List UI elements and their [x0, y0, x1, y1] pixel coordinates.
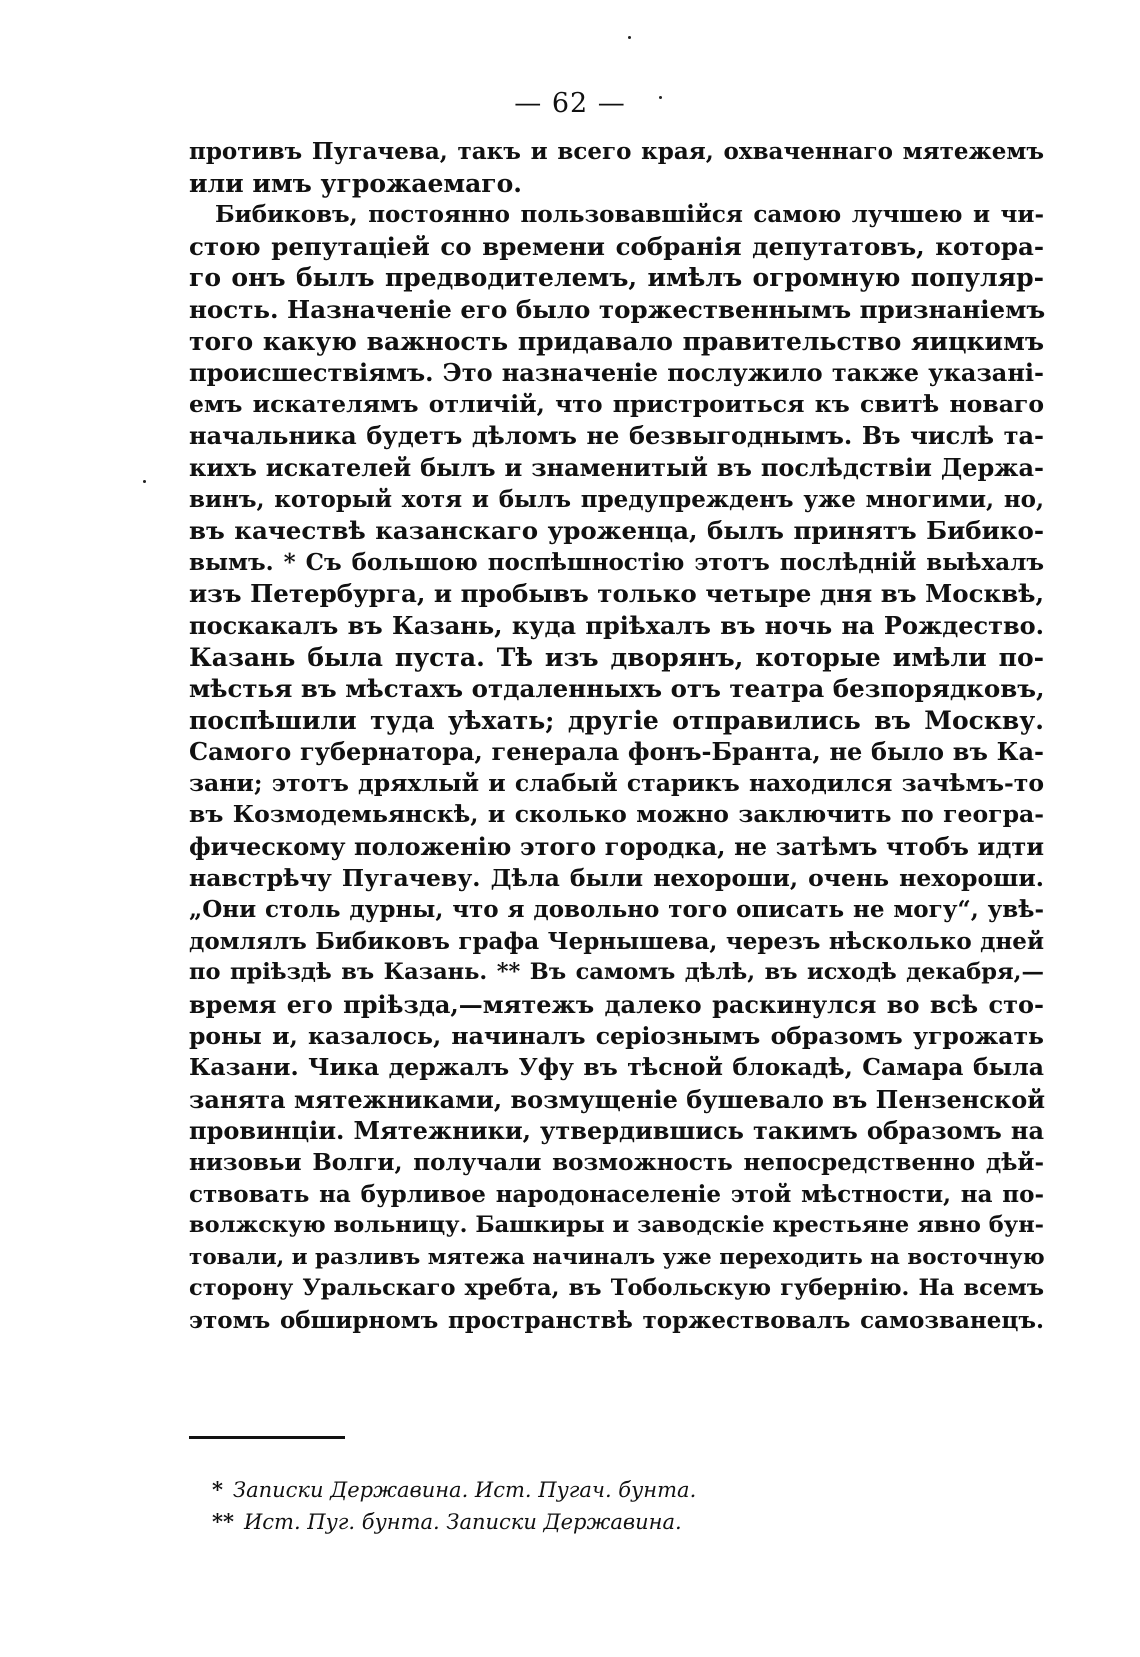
text-line: домлялъ Бибиковъ графа Чернышева, черезъ нѣсколько дней: [189, 927, 1044, 955]
text-line: кихъ искателей былъ и знаменитый въ послѣдствіи Держа-: [189, 452, 1044, 482]
text-line: поскакалъ въ Казань, куда пріѣхалъ въ ночь на Рождество.: [189, 610, 1044, 640]
footnotes: [212, 1474, 696, 1538]
body-text: [189, 136, 1044, 1337]
text-line: этомъ обширномъ пространствѣ торжествовалъ самозванецъ.: [189, 1306, 1044, 1334]
paragraph-start-line: Бибиковъ, постоянно пользовавшійся самою лучшею и чи-: [215, 201, 1044, 229]
text-line: низовьи Волги, получали возможность непосредственно дѣй-: [189, 1149, 1044, 1176]
text-line: зани; этотъ дряхлый и слабый старикъ находился зачѣмъ-то: [189, 768, 1044, 797]
text-line: винъ, который хотя и былъ предупрежденъ уже многими, но,: [189, 485, 1044, 513]
text-line: въ Козмодемьянскѣ, и сколько можно заключить по геогра-: [189, 800, 1044, 829]
text-line: въ качествѣ казанскаго уроженца, былъ принятъ Бибико-: [189, 516, 1044, 546]
text-line: ность. Назначеніе его было торжественнымъ признаніемъ: [189, 294, 1046, 324]
footnote-marker: *: [212, 1477, 223, 1502]
text-line: Казань была пуста. Тѣ изъ дворянъ, которые имѣли по-: [189, 642, 1044, 672]
footnote-1: [212, 1474, 696, 1506]
print-speck: [659, 96, 662, 99]
footnote-text: Записки Державина. Ист. Пугач. бунта.: [232, 1478, 697, 1502]
text-line: по пріѣздѣ въ Казань. ** Въ самомъ дѣлѣ, въ исходѣ декабря,—: [189, 959, 1044, 986]
text-line: фическому положенію этого городка, не затѣмъ чтобъ идти: [189, 832, 1044, 862]
print-speck: [143, 480, 146, 483]
footnote-2: [212, 1506, 696, 1538]
text-line: провинціи. Мятежники, утвердившись такимъ образомъ на: [189, 1116, 1044, 1146]
text-line: время его пріѣзда,—мятежъ далеко раскинулся во всѣ сто-: [189, 990, 1044, 1020]
text-line: Казани. Чика держалъ Уфу въ тѣсной блокадѣ, Самара была: [189, 1053, 1044, 1082]
text-line: навстрѣчу Пугачеву. Дѣла были нехороши, очень нехороши.: [189, 863, 1044, 892]
text-line: мѣстья въ мѣстахъ отдаленныхъ отъ театра безпорядковъ,: [189, 674, 1045, 704]
text-line: происшествіямъ. Это назначеніе послужило также указані-: [189, 358, 1044, 388]
text-line: того какую важность придавало правительство яицкимъ: [189, 326, 1044, 356]
text-line: поспѣшили туда уѣхать; другіе отправились въ Москву.: [189, 705, 1044, 735]
text-line: изъ Петербурга, и пробывъ только четыре дня въ Москвѣ,: [189, 579, 1044, 609]
text-line: вымъ. * Съ большою поспѣшностію этотъ послѣдній выѣхалъ: [189, 548, 1044, 576]
text-line: емъ искателямъ отличій, что пристроиться къ свитѣ новаго: [189, 389, 1044, 418]
text-line: стою репутаціей со времени собранія депутатовъ, которa-: [189, 231, 1044, 261]
text-line: противъ Пугачева, такъ и всего края, охваченнаго мятежемъ: [189, 138, 1044, 165]
footnote-marker: **: [212, 1509, 234, 1534]
print-speck: [628, 36, 631, 39]
text-line: или имъ угрожаемаго.: [189, 168, 522, 198]
text-line: сторону Уральскаго хребта, въ Тобольскую губернію. На всемъ: [189, 1275, 1044, 1302]
text-line: волжскую вольницу. Башкиры и заводскіе крестьяне явно бун-: [189, 1212, 1044, 1239]
page-number: — 62 —: [514, 88, 626, 119]
text-line: го онъ былъ предводителемъ, имѣлъ огромную популяр-: [189, 263, 1044, 293]
footnote-divider: [189, 1436, 345, 1439]
text-line: ствовать на бурливое народонаселеніе этой мѣстности, на по-: [189, 1180, 1044, 1208]
text-line: занята мятежниками, возмущеніе бушевало въ Пензенской: [189, 1084, 1046, 1114]
footnote-text: Ист. Пуг. бунта. Записки Державина.: [243, 1510, 682, 1534]
text-line: Самого губернатора, генерала фонъ-Бранта, не было въ Ка-: [189, 737, 1044, 767]
text-line: „Они столь дурны, что я довольно того описать не могу“, увѣ-: [189, 896, 1044, 924]
text-line: товали, и разливъ мятежа начиналъ уже переходить на восточную: [189, 1244, 1045, 1270]
text-line: начальника будетъ дѣломъ не безвыгоднымъ. Въ числѣ та-: [189, 421, 1044, 451]
text-line: роны и, казалось, начиналъ серіознымъ образомъ угрожать: [189, 1021, 1044, 1050]
